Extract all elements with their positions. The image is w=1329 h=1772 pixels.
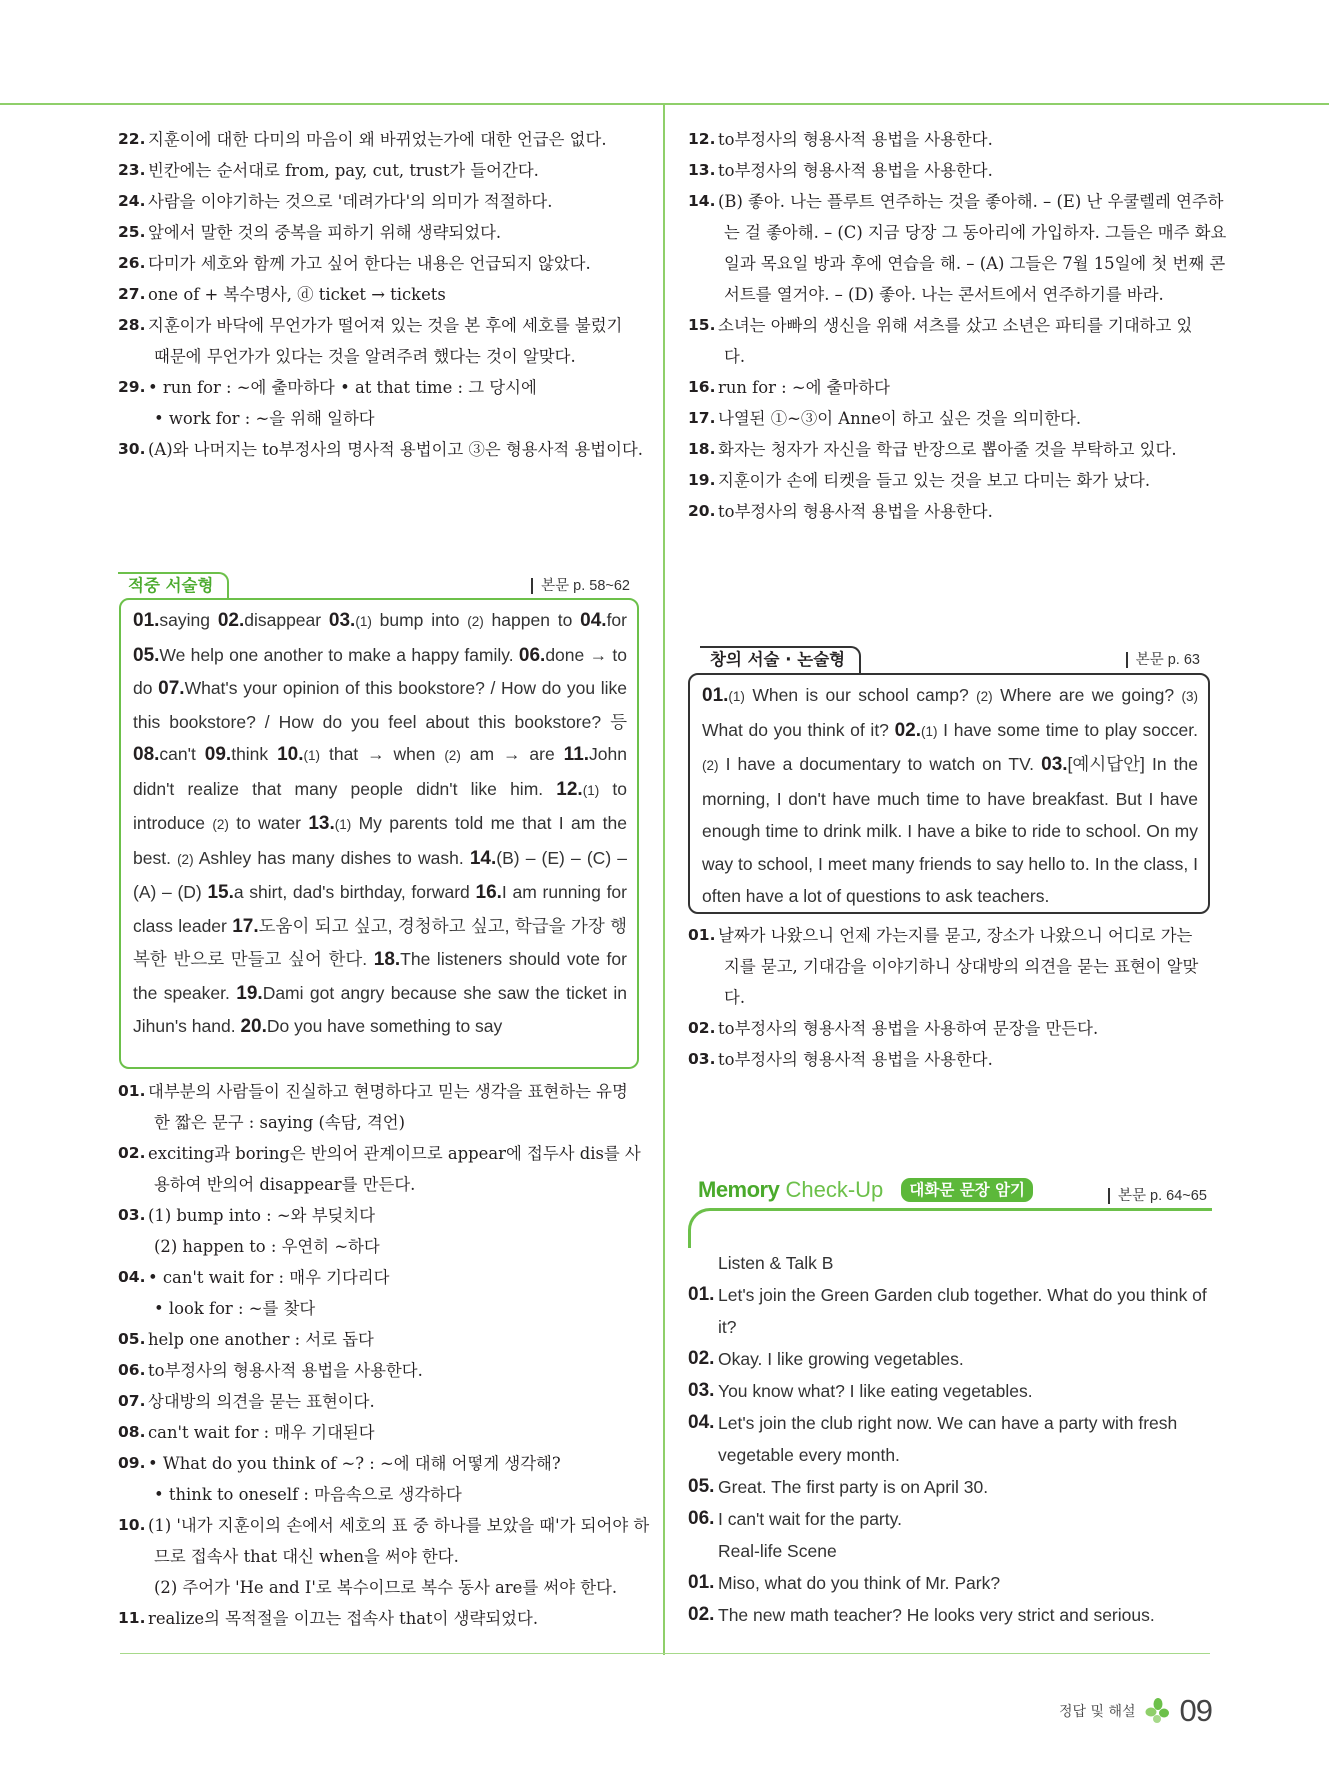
bottom-rule [120, 1653, 1210, 1654]
memory-sentence-number: 02. [688, 1348, 715, 1369]
item-text-line: to부정사의 형용사적 용법을 사용한다. [718, 130, 993, 149]
item-text-line: to부정사의 형용사적 용법을 사용하여 문장을 만든다. [718, 1019, 1099, 1038]
item-text-line: (A)와 나머지는 to부정사의 명사적 용법이고 ③은 형용사적 용법이다. [148, 440, 643, 459]
item-text-line: 지훈이가 손에 티켓을 들고 있는 것을 보고 다미는 화가 났다. [718, 471, 1151, 490]
item-text-line: to부정사의 형용사적 용법을 사용한다. [718, 502, 993, 521]
memory-sentence-number: 01. [688, 1572, 715, 1593]
list-item [118, 1200, 642, 1262]
memory-subheading: Real-life Scene [718, 1541, 837, 1561]
item-text-line: 다미가 세호와 함께 가고 싶어 한다는 내용은 언급되지 않았다. [148, 254, 591, 273]
item-number: 25. [118, 223, 146, 241]
answer-text: What do you think of it? [702, 719, 895, 740]
item-number: 06. [118, 1361, 146, 1379]
answer-text: I have some time to play soccer. [937, 719, 1198, 740]
answer-number: 03. [328, 610, 356, 631]
column-divider [663, 103, 665, 1655]
list-item [118, 1324, 642, 1355]
item-text-line: 다. [724, 347, 746, 366]
checkup-word: Check-Up [785, 1177, 884, 1202]
memory-sentence-number: 01. [688, 1284, 715, 1305]
memory-sentence-text: Let's join the Green Garden club together. What do you think of it? [718, 1285, 1207, 1337]
item-text-line: 소녀는 아빠의 생신을 위해 셔츠를 샀고 소년은 파티를 기대하고 있 [718, 316, 1193, 335]
memory-checkup-title [698, 1176, 1033, 1204]
item-number: 28. [118, 316, 146, 334]
item-text-line: 대부분의 사람들이 진실하고 현명하다고 믿는 생각을 표현하는 유명 [148, 1082, 628, 1101]
right-mid-items-list [688, 920, 1212, 1075]
right-top-explanations [688, 124, 1227, 527]
item-number: 29. [118, 378, 146, 396]
memory-subheading: Listen & Talk B [718, 1253, 834, 1273]
item-number: 19. [688, 471, 716, 489]
list-item [688, 920, 1212, 1013]
answer-number: 12. [556, 778, 583, 800]
writing-answer-box [119, 598, 639, 1069]
item-text-line: 는 걸 좋아해. – (C) 지금 당장 그 동아리에 가입하자. 그들은 매주 화요 [724, 223, 1227, 242]
sub-label: (2) [177, 851, 194, 867]
item-text-line: • run for : ~에 출마하다 • at that time : 그 당시에 [148, 378, 537, 397]
memory-sentence-text: The new math teacher? He looks very strict and serious. [718, 1605, 1155, 1625]
sub-label: (1) [355, 614, 372, 629]
item-text-line: (1) '내가 지훈이의 손에서 세호의 표 중 하나를 보았을 때'가 되어야 하 [148, 1516, 650, 1535]
answer-number: 13. [308, 813, 335, 834]
memory-sentence [688, 1599, 1212, 1631]
answer-text: My parents told me that I am the best. [133, 813, 628, 868]
item-text-line: 일과 목요일 방과 후에 연습을 해. – (A) 그들은 7월 15일에 첫 번째 콘 [724, 254, 1226, 273]
list-item [118, 1448, 642, 1510]
list-item [688, 310, 1212, 372]
item-number: 27. [118, 285, 146, 303]
footer-label: 정답 및 해설 [1058, 1704, 1136, 1720]
memory-sentence-number: 05. [688, 1476, 715, 1497]
item-text-line: exciting과 boring은 반의어 관계이므로 appear에 접두사 dis를 사 [148, 1144, 641, 1163]
memory-sentence [688, 1343, 1212, 1375]
list-item [118, 186, 642, 217]
item-text-line: 용하여 반의어 disappear를 만든다. [154, 1175, 416, 1194]
list-item [688, 372, 1212, 403]
memory-sentence-text: I can't wait for the party. [718, 1509, 902, 1529]
sub-label: (1) [303, 748, 321, 763]
item-number: 12. [688, 130, 716, 148]
answer-number: 11. [563, 744, 590, 765]
answer-number: 17. [232, 915, 259, 937]
memory-sentence-text: Great. The first party is on April 30. [718, 1477, 989, 1497]
item-text-line: 므로 접속사 that 대신 when을 써야 한다. [154, 1547, 459, 1566]
item-text-line: 다. [724, 988, 746, 1007]
list-item [118, 1076, 642, 1138]
creative-section-header [700, 646, 1200, 674]
answer-text: [예시답안] In the morning, I don't have much time to have breakfast. But I have enough time to drink milk. I have a bike to ride to school. On my way to school, I meet many friends to say hello to. In the class, I often have a lot of questions to ask teachers. [702, 754, 1198, 906]
item-text-line: • can't wait for : 매우 기다리다 [148, 1268, 390, 1287]
memory-word: Memory [698, 1177, 780, 1202]
item-number: 10. [118, 1516, 146, 1534]
list-item [688, 403, 1212, 434]
item-number: 17. [688, 409, 716, 427]
answer-number: 19. [236, 982, 263, 1004]
item-text-line: 지를 묻고, 기대감을 이야기하니 상대방의 의견을 묻는 표현이 알맞 [724, 957, 1199, 976]
answer-text: (B) – (E) – (C) – (A) – (D) [133, 847, 627, 902]
memory-sentence [688, 1567, 1212, 1599]
answer-text: Do you have something to say [266, 1016, 503, 1036]
list-item [118, 248, 642, 279]
right-mid-explanations [688, 920, 1212, 1075]
memory-sentence-text: Let's join the club right now. We can have a party with fresh vegetable every month. [718, 1413, 1178, 1465]
list-item [688, 124, 1212, 155]
memory-sentence-number: 03. [688, 1380, 715, 1401]
item-number: 22. [118, 130, 146, 148]
sub-label: (3) [1181, 689, 1198, 704]
memory-sentence-number: 06. [688, 1508, 715, 1529]
item-number: 03. [688, 1050, 716, 1068]
item-text-line: 서트를 열거야. – (D) 좋아. 나는 콘서트에서 연주하기를 바라. [724, 285, 1164, 304]
memory-sentence-list [688, 1247, 1212, 1631]
memory-sentence [688, 1471, 1212, 1503]
answer-number: 03. [1041, 754, 1068, 775]
item-number: 15. [688, 316, 716, 334]
answer-number: 10. [277, 744, 304, 765]
list-item [118, 1262, 642, 1324]
memory-curve-decoration [688, 1208, 1212, 1248]
item-text-line: 때문에 무언가가 있다는 것을 알려주려 했다는 것이 알맞다. [154, 347, 576, 366]
left-top-items-list [118, 124, 642, 465]
answer-text: When is our school camp? [744, 685, 977, 705]
memory-sentence-number: 02. [688, 1604, 715, 1625]
list-item [688, 434, 1212, 465]
item-number: 18. [688, 440, 716, 458]
answer-text: I am running for class leader [133, 882, 627, 936]
list-item [118, 1355, 642, 1386]
item-number: 03. [118, 1206, 146, 1224]
answer-text: think [231, 744, 278, 764]
list-item [688, 155, 1212, 186]
answer-number: 02. [894, 719, 922, 741]
list-item [118, 1386, 642, 1417]
sub-label: (2) [212, 817, 229, 832]
answer-text: 도움이 되고 싶고, 경청하고 싶고, 학급을 가장 행복한 반으로 만들고 싶어 한다. [133, 915, 627, 969]
writing-page-ref: 본문 p. 58~62 [531, 578, 630, 594]
sub-label: (2) [976, 689, 993, 704]
item-number: 09. [118, 1454, 146, 1472]
item-text-line: (1) bump into : ~와 부딪치다 [148, 1206, 376, 1225]
list-item [118, 1510, 650, 1603]
item-number: 16. [688, 378, 716, 396]
answer-text: What's your opinion of this bookstore? / How do you like this bookstore? / How do you feel about this bookstore? 등 [133, 678, 628, 732]
item-number: 30. [118, 440, 146, 458]
list-item [118, 1603, 642, 1634]
item-text-line: realize의 목적절을 이끄는 접속사 that이 생략되었다. [148, 1609, 539, 1628]
item-text-line: to부정사의 형용사적 용법을 사용한다. [148, 1361, 423, 1380]
answer-text: John didn't realize that many people didn't like him. [133, 744, 627, 799]
item-number: 02. [118, 1144, 146, 1162]
sub-label: (2) [702, 758, 719, 773]
item-text-line: 화자는 청자가 자신을 학급 반장으로 뽑아줄 것을 부탁하고 있다. [718, 440, 1177, 459]
item-number: 07. [118, 1392, 146, 1410]
item-number: 01. [118, 1082, 146, 1100]
sub-label: (1) [334, 817, 352, 832]
creative-section-title: 창의 서술 · 논술형 [700, 646, 861, 674]
answer-text: saying [159, 610, 218, 630]
item-text-line: one of + 복수명사, ⓓ ticket → tickets [148, 285, 446, 304]
left-top-explanations [118, 124, 642, 465]
left-bottom-items-list [118, 1076, 650, 1634]
answer-number: 08. [133, 744, 160, 765]
list-item [688, 1044, 1212, 1075]
item-text-line: can't wait for : 매우 기대된다 [148, 1423, 375, 1442]
answer-text: a shirt, dad's birthday, forward [233, 882, 476, 902]
answer-text: can't [159, 744, 205, 764]
memory-pill: 대화문 문장 암기 [901, 1178, 1033, 1202]
list-item [688, 186, 1227, 310]
list-item [688, 1013, 1212, 1044]
memory-sentence [688, 1503, 1212, 1535]
list-item [118, 155, 642, 186]
list-item [118, 1417, 642, 1448]
item-text-line: • work for : ~을 위해 일하다 [154, 409, 375, 428]
answer-text: done → to do [133, 644, 627, 698]
left-bottom-explanations [118, 1076, 650, 1634]
answer-text: happen to [483, 610, 581, 630]
memory-page-ref: 본문 p. 64~65 [1108, 1188, 1207, 1204]
answer-number: 01. [133, 610, 160, 631]
item-number: 24. [118, 192, 146, 210]
answer-text: Ashley has many dishes to wash. [193, 847, 470, 868]
sub-label: (2) [467, 614, 484, 629]
item-text-line: • think to oneself : 마음속으로 생각하다 [154, 1485, 462, 1504]
answer-text: bump into [371, 610, 468, 630]
item-number: 26. [118, 254, 146, 272]
item-text-line: 지훈이가 바닥에 무언가가 떨어져 있는 것을 본 후에 세호를 불렀기 [148, 316, 623, 335]
item-text-line: 사람을 이야기하는 것으로 '데려가다'의 의미가 적절하다. [148, 192, 553, 211]
memory-sentence-number: 04. [688, 1412, 715, 1433]
answer-text: disappear [244, 610, 329, 630]
item-number: 02. [688, 1019, 716, 1037]
answer-text: to water [228, 813, 309, 833]
sub-label: (1) [728, 689, 745, 704]
item-text-line: to부정사의 형용사적 용법을 사용한다. [718, 161, 993, 180]
item-text-line: (B) 좋아. 나는 플루트 연주하는 것을 좋아해. – (E) 난 우쿨렐레 연주하 [718, 192, 1224, 211]
item-number: 05. [118, 1330, 146, 1348]
answer-text: am → are [460, 744, 564, 764]
sub-label: (1) [582, 782, 600, 798]
answer-text: for [606, 610, 627, 630]
memory-sentence [688, 1407, 1212, 1471]
list-item [118, 1138, 642, 1200]
item-number: 20. [688, 502, 716, 520]
item-number: 23. [118, 161, 146, 179]
item-text-line: 앞에서 말한 것의 중복을 피하기 위해 생략되었다. [148, 223, 502, 242]
item-text-line: to부정사의 형용사적 용법을 사용한다. [718, 1050, 993, 1069]
item-text-line: (2) 주어가 'He and I'로 복수이므로 복수 동사 are를 써야 한다. [154, 1578, 618, 1597]
answer-number: 20. [240, 1016, 267, 1037]
answer-text: We help one another to make a happy family. [159, 644, 519, 665]
page-footer [1059, 1693, 1212, 1729]
item-number: 04. [118, 1268, 146, 1286]
item-text-line: • look for : ~를 찾다 [154, 1299, 316, 1318]
item-number: 13. [688, 161, 716, 179]
item-text-line: 한 짧은 문구 : saying (속담, 격언) [154, 1113, 406, 1132]
memory-sentence [688, 1375, 1212, 1407]
list-item [118, 217, 642, 248]
item-text-line: 지훈이에 대한 다미의 마음이 왜 바뀌었는가에 대한 언급은 없다. [148, 130, 607, 149]
item-number: 14. [688, 192, 716, 210]
item-text-line: 상대방의 의견을 묻는 표현이다. [148, 1392, 375, 1411]
answer-number: 16. [475, 882, 502, 903]
writing-section-title: 적중 서술형 [118, 572, 229, 600]
answer-number: 09. [204, 744, 232, 765]
right-top-items-list [688, 124, 1227, 527]
answer-number: 04. [580, 610, 607, 631]
answer-text: I have a documentary to watch on TV. [718, 754, 1042, 774]
list-item [688, 465, 1212, 496]
list-item [118, 279, 642, 310]
sub-label: (2) [444, 748, 461, 763]
list-item [118, 124, 642, 155]
memory-sentence-text: You know what? I like eating vegetables. [718, 1381, 1033, 1401]
item-number: 08. [118, 1423, 146, 1441]
item-text-line: 나열된 ①~③이 Anne이 하고 싶은 것을 의미한다. [718, 409, 1082, 428]
answer-number: 15. [207, 882, 234, 903]
item-text-line: help one another : 서로 돕다 [148, 1330, 374, 1349]
item-text-line: 빈칸에는 순서대로 from, pay, cut, trust가 들어간다. [148, 161, 539, 180]
answer-text: The listeners should vote for the speaker. [133, 949, 627, 1003]
item-text-line: (2) happen to : 우연히 ~하다 [154, 1237, 380, 1256]
memory-sentence-text: Miso, what do you think of Mr. Park? [718, 1573, 1001, 1593]
creative-answer-box [688, 673, 1210, 914]
answer-number: 06. [518, 644, 546, 666]
answer-text: that → when [320, 744, 445, 764]
item-number: 01. [688, 926, 716, 944]
clover-leaf-icon [1144, 1697, 1172, 1725]
answer-number: 07. [158, 678, 185, 699]
list-item [118, 372, 642, 434]
item-number: 11. [118, 1609, 146, 1627]
memory-sentence [688, 1279, 1212, 1343]
writing-section-header [118, 572, 630, 600]
page-number: 09 [1179, 1693, 1212, 1728]
answer-number: 18. [373, 949, 401, 970]
answer-number: 05. [133, 644, 160, 666]
creative-page-ref: 본문 p. 63 [1126, 652, 1200, 668]
list-item [118, 434, 642, 465]
item-text-line: run for : ~에 출마하다 [718, 378, 890, 397]
item-text-line: 날짜가 나왔으니 언제 가는지를 묻고, 장소가 나왔으니 어디로 가는 [718, 926, 1193, 945]
answer-text: Where are we going? [992, 685, 1182, 705]
answer-number: 01. [702, 685, 729, 706]
answer-text: to introduce [133, 778, 627, 833]
answer-text: Dami got angry because she saw the ticket in Jihun's hand. [133, 982, 627, 1036]
list-item [118, 310, 642, 372]
sub-label: (1) [921, 723, 938, 739]
answer-number: 14. [469, 847, 497, 869]
item-text-line: • What do you think of ~? : ~에 대해 어떻게 생각해? [148, 1454, 561, 1473]
answer-number: 02. [217, 610, 245, 631]
memory-sentence-text: Okay. I like growing vegetables. [718, 1349, 964, 1369]
list-item [688, 496, 1212, 527]
